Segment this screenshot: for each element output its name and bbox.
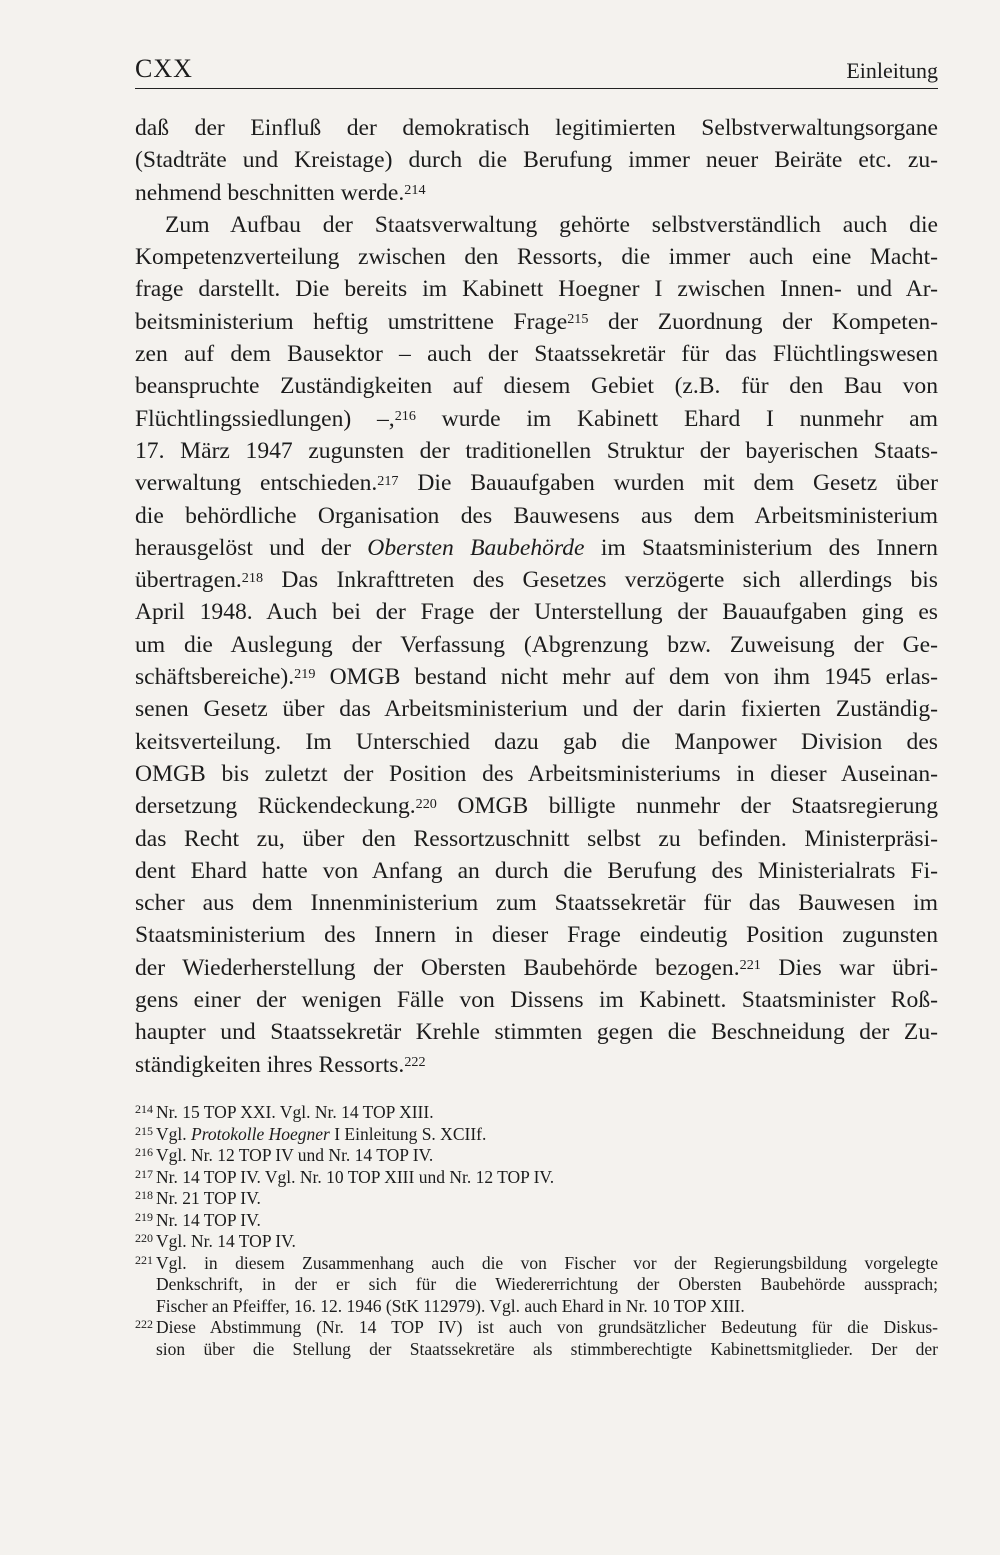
footnote-ref[interactable]: 217 xyxy=(377,472,399,489)
text-line: daß der Einfluß der demokratisch legitimierten Selbstverwaltungsorgane xyxy=(135,115,938,141)
text-line: scher aus dem Innenministerium zum Staatssekretär für das Bauwesen im xyxy=(135,890,938,917)
text-line: Flüchtlingssiedlungen) –,$^{216}$ wurde im Kabinett Ehard I nunmehr am xyxy=(135,405,938,432)
main-text xyxy=(135,112,938,1081)
paragraph-1 xyxy=(135,112,938,209)
footnote-number: 222 xyxy=(135,1317,153,1331)
footnote-text: Nr. 14 TOP IV. xyxy=(156,1209,261,1230)
footnote-number: 214 xyxy=(135,1102,153,1116)
page-header xyxy=(135,52,938,89)
footnote-text: Diese Abstimmung (Nr. 14 TOP IV) ist auch von grundsätzlicher Bedeutung für die Diskus- xyxy=(156,1317,938,1337)
footnote-number: 219 xyxy=(135,1209,153,1224)
text-line: OMGB bis zuletzt der Position des Arbeitsministeriums in dieser Auseinan- xyxy=(135,760,938,787)
footnote-text: Denkschrift, in der er sich für die Wiedererrichtung der Obersten Baubehörde aussprach; xyxy=(156,1274,938,1294)
text-line: gens einer der wenigen Fälle von Dissens im Kabinett. Staatsminister Roß- xyxy=(135,987,938,1014)
footnote-ref[interactable]: 222 xyxy=(404,1053,426,1070)
text-line: haupter und Staatssekretär Krehle stimmten gegen die Beschneidung der Zu- xyxy=(135,1019,938,1046)
footnote-text: Vgl. Nr. 14 TOP IV. xyxy=(156,1231,296,1251)
footnote-ref[interactable]: 218 xyxy=(241,569,264,586)
italic-term: Obersten Baubehörde xyxy=(367,534,585,561)
text-line: dent Ehard hatte von Anfang an durch die Berufung des Ministerialrats Fi- xyxy=(135,857,938,884)
text-line: (Stadträte und Kreistage) durch die Berufung immer neuer Beiräte etc. zu- xyxy=(135,147,938,174)
footnote-number: 216 xyxy=(135,1145,153,1159)
footnote xyxy=(135,1102,938,1124)
footnote-number: 220 xyxy=(135,1231,153,1245)
text-line: das Recht zu, über den Ressortzuschnitt selbst zu befinden. Ministerpräsi- xyxy=(135,825,938,852)
text-line: dersetzung Rückendeckung.$^{220}$ OMGB billigte nunmehr der Staatsregierung xyxy=(135,793,938,820)
footnote-text: Nr. 15 TOP XXI. Vgl. Nr. 14 TOP XIII. xyxy=(156,1102,434,1122)
footnote xyxy=(135,1231,938,1253)
text-line: keitsverteilung. Im Unterschied dazu gab die Manpower Division des xyxy=(135,728,938,755)
page-number: CXX xyxy=(135,54,193,83)
text-line: um die Auslegung der Verfassung (Abgrenzung bzw. Zuweisung der Ge- xyxy=(135,631,938,658)
footnote-text: Nr. 21 TOP IV. xyxy=(156,1188,261,1208)
paragraph-2 xyxy=(135,209,938,1081)
text-line: beanspruchte Zuständigkeiten auf diesem Gebiet (z.B. für den Bau von xyxy=(135,373,938,400)
footnote-text: Vgl. in diesem Zusammenhang auch die von Fischer vor der Regierungsbildung vorgelegte xyxy=(156,1252,938,1273)
text-line: senen Gesetz über das Arbeitsministerium und der darin fixierten Zuständig- xyxy=(135,696,938,723)
footnote-text: sion über die Stellung der Staatssekretäre als stimmberechtigte Kabinettsmitglieder. Der der xyxy=(156,1338,938,1359)
footnotes xyxy=(135,1102,938,1360)
text-line: der Wiederherstellung der Obersten Baubehörde bezogen.$^{221}$ Dies war übri- xyxy=(135,954,939,981)
footnote-text: Nr. 14 TOP IV. Vgl. Nr. 10 TOP XIII und Nr. 12 TOP IV. xyxy=(156,1166,555,1187)
text-line: Zum Aufbau der Staatsverwaltung gehörte selbstverständlich auch die xyxy=(165,211,938,238)
text-line: 17. März 1947 zugunsten der traditionellen Struktur der bayerischen Staats- xyxy=(135,437,938,464)
footnote-ref[interactable]: 214 xyxy=(404,181,426,198)
text-line: ständigkeiten ihres Ressorts.$^{222}$ xyxy=(135,1051,426,1078)
footnote-ref[interactable]: 215 xyxy=(567,311,589,328)
footnote-number: 221 xyxy=(135,1252,153,1267)
footnote xyxy=(135,1210,938,1232)
text-line: die behördliche Organisation des Bauwesens aus dem Arbeitsministerium xyxy=(135,502,938,529)
footnote-ref[interactable]: 220 xyxy=(415,795,437,812)
footnote-text: Vgl. Nr. 12 TOP IV und Nr. 14 TOP IV. xyxy=(156,1145,434,1165)
text-line: herausgelöst und der Obersten Baubehörde im Staatsministerium des Innern xyxy=(135,534,938,561)
text-line: beitsministerium heftig umstrittene Frage$^{215}$ der Zuordnung der Kompeten- xyxy=(135,308,938,335)
running-head: Einleitung xyxy=(846,58,938,83)
footnote-text: Vgl. Protokolle Hoegner I Einleitung S. XCIIf. xyxy=(156,1123,487,1144)
text-line: Kompetenzverteilung zwischen den Ressorts, die immer auch eine Macht- xyxy=(135,244,938,271)
footnote-number: 215 xyxy=(135,1123,153,1138)
footnote xyxy=(135,1124,938,1146)
footnote-number: 218 xyxy=(135,1188,153,1202)
footnote-ref[interactable]: 219 xyxy=(294,666,316,683)
text-line: April 1948. Auch bei der Frage der Unterstellung der Bauaufgaben ging es xyxy=(135,599,938,626)
text-line: verwaltung entschieden.$^{217}$ Die Bauaufgaben wurden mit dem Gesetz über xyxy=(135,470,938,497)
text-line: übertragen.$^{218}$ Das Inkrafttreten des Gesetzes verzögerte sich allerdings bis xyxy=(135,567,938,594)
footnote xyxy=(135,1253,938,1318)
text-line: Staatsministerium des Innern in dieser Frage eindeutig Position zugunsten xyxy=(135,922,938,949)
footnote xyxy=(135,1317,938,1360)
footnote xyxy=(135,1145,938,1167)
text-line: nehmend beschnitten werde.$^{214}$ xyxy=(135,179,426,206)
footnote xyxy=(135,1188,938,1210)
italic-title: Protokolle Hoegner xyxy=(191,1123,330,1144)
footnote-text: Fischer an Pfeiffer, 16. 12. 1946 (StK 112979). Vgl. auch Ehard in Nr. 10 TOP XIII. xyxy=(156,1295,745,1316)
footnote-ref[interactable]: 216 xyxy=(394,408,416,425)
text-line: frage darstellt. Die bereits im Kabinett Hoegner I zwischen Innen- und Ar- xyxy=(135,276,938,303)
text-line: zen auf dem Bausektor – auch der Staatssekretär für das Flüchtlingswesen xyxy=(135,341,938,368)
text-line: schäftsbereiche).$^{219}$ OMGB bestand nicht mehr auf dem von ihm 1945 erlas- xyxy=(135,664,938,691)
footnote-number: 217 xyxy=(135,1166,153,1181)
footnote xyxy=(135,1167,938,1189)
footnote-ref[interactable]: 221 xyxy=(739,957,761,974)
